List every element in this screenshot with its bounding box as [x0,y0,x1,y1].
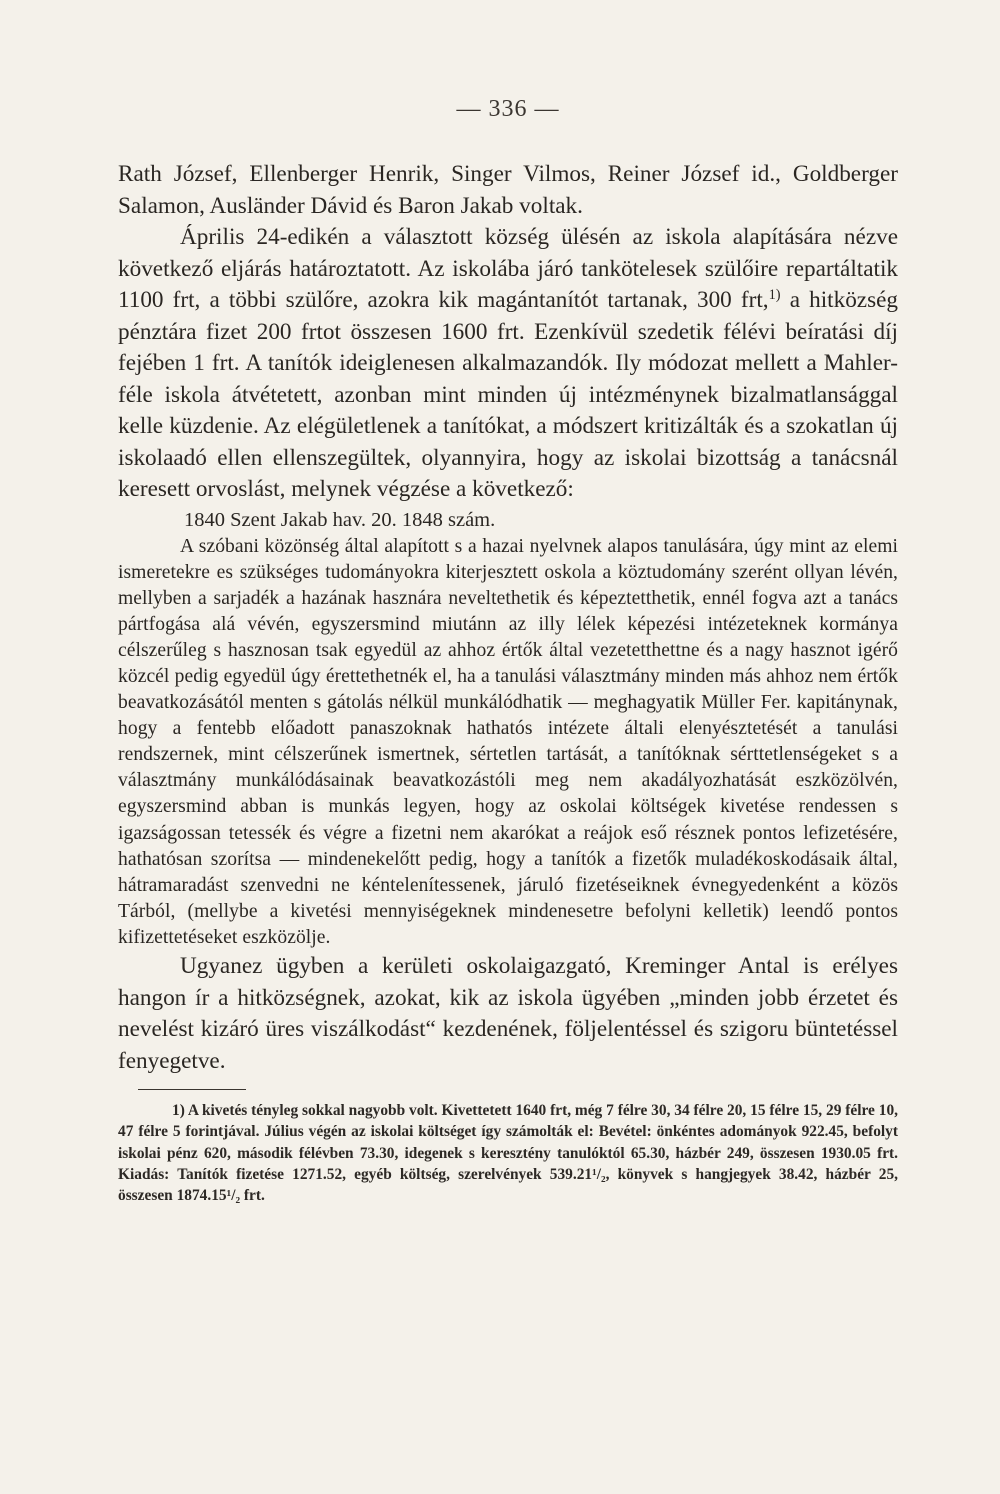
book-page [118,96,898,1206]
paragraph-april-decision [118,222,898,506]
footnote-reference: 1) [768,287,781,304]
decree-heading: 1840 Szent Jakab hav. 20. 1848 szám. [184,508,496,531]
footnote-divider [138,1089,246,1090]
paragraph-kreminger: Ugyanez ügyben a kerületi oskolaigazgató, Kreminger Antal is erélyes hangon ír a hitközségnek, azokat, kik az iskola ügyében „minden jobb érzetet és nevelést kizáró üres viszálkodást“ kezdenének, följelentéssel és szigoru büntetéssel fenyegetve. [118,953,898,1074]
paragraph-names: Rath József, Ellenberger Henrik, Singer Vilmos, Reiner József id., Goldberger Salamon, Ausländer Dávid és Baron Jakab voltak. [118,161,898,219]
paragraph-april-text-end: a hitközség pénztára fizet 200 frtot összesen 1600 frt. Ezenkívül szedetik félévi beíratási díj fejében 1 frt. A tanítók ideiglenesen alkalmazandók. Ily módozat mellett a Mahler-féle iskola átvétetett, azonban mint minden új intézménynek bizalmatlansággal kelle küzdenie. Az elégületlenek a tanítókat, a módszert kritizálták és a szokatlan új iskolaadó ellen ellenszegültek, olyannyira, hogy az iskolai bizottság a tanácsnál keresett orvoslást, melynek végzése a következő: [118,287,898,502]
footnote-text: 1) A kivetés tényleg sokkal nagyobb volt. Kivettetett 1640 frt, még 7 félre 30, 34 félre 20, 15 félre 15, 29 félre 10, 47 félre 5 forintjával. Július végén az iskolai költséget így számolták el: Bevétel: önkéntes adományok 922.45, befolyt iskolai pénz 620, második félévben 73.30, idegenek s keresztény tanulóktól 65.30, házbér 249, összesen 1930.05 frt. Kiadás: Tanítók fizetése 1271.52, egyéb költség, szerelvények 539.21¹/₂, könyvek s hangjegyek 38.42, házbér 25, összesen 1874.15¹/₂ frt. [118,1102,898,1205]
decree-body: A szóbani közönség által alapított s a hazai nyelvnek alapos tanulására, úgy mint az elemi ismeretekre es szükséges tudományokra kiterjesztett oskola a köztudomány szerént ollyan lévén, mellyben a sarjadék a hazának hasznára neveltethetik és képeztetthetik, ennél fogva azt a tanács pártfogása alá vévén, egyszersmind miutánn az illy lélek képezési intézeteknek kormánya célszerűleg s hasznosan tsak egyedül az ahhoz értők által vezetetthettne és a nagy hasznot igérő közcél pedig egyedül úgy érettethetnék el, ha a tanulási választmány minden más ahhoz nem értők beavatkozásától menten s gátolás nélkül munkálódhatik — meghagyatik Müller Fer. kapitánynak, hogy a fentebb előadott panaszoknak hathatós intézete általi elenyésztetését a tanulási rendszernek, mint célszerűnek ismertnek, sértetlen tartását, a tanítóknak sérttetlenségeket s a választmány munkálódásainak beavatkozástóli meg nem akadályozhatását eszközölvén, egyszersmind abban is munkás legyen, hogy az oskolai költségek kivetése rendessen s igazságossan tetessék és végre a fizetni nem akarókat a reájok eső résznek pontos lefizetésére, hathatósan szorítsa — mindenekelőtt pedig, hogy a tanítók a fizetők muladékoskodásaik által, hátramaradást szenvedni ne kéntelenítessenek, járuló fizetéseiknek évnegyedenként a közös Tárból, (mellybe a kivetési mennyiségeknek mindenesetre befolyni kelletik) leendő pontos kifizettetéseket eszközölje. [118,535,898,948]
paragraph-april-text-start: Április 24-edikén a választott község ülésén az iskola alapítására nézve következő eljárás határoztatott. Az iskolába járó tankötelesek szülőire repartáltatik 1100 frt, a többi szülőre, azokra kik magántanítót tartanak, 300 frt, [118,224,898,313]
page-number: — 336 — [456,96,560,122]
